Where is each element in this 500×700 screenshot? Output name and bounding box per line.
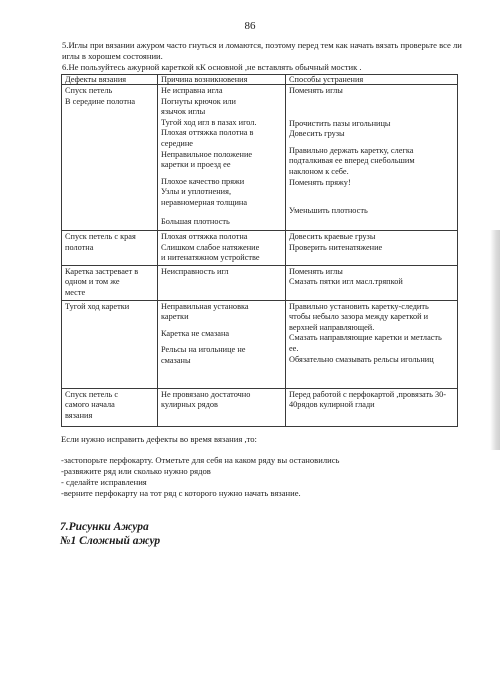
cell-line: Спуск петель bbox=[65, 86, 113, 95]
cell-line: месте bbox=[65, 287, 86, 297]
cell-line: Перед работой с перфокартой ,провязать 30- bbox=[289, 389, 447, 399]
defects-table bbox=[61, 74, 458, 427]
cell-line: Обязательно смазывать рельсы игольниц bbox=[289, 354, 434, 364]
cell-line: вязания bbox=[65, 410, 93, 420]
cell-line: Правильно держать каретку, слегка bbox=[289, 145, 414, 155]
defect-cell bbox=[62, 300, 158, 388]
cell-line: Рельсы на игольнице не bbox=[161, 345, 246, 355]
repair-step: -верните перфокарту на тот ряд с которого нужно начать вязание. bbox=[61, 488, 301, 498]
cell-line: Спуск петель с bbox=[65, 389, 119, 399]
intro-note-5: 5.Иглы при вязании ажуром часто гнуться и ломаются, поэтому перед тем как начать вязать проверьте все ли иглы в хорошем состоянии. bbox=[62, 40, 462, 61]
cell-line: Смазать пятки игл масл.тряпкой bbox=[289, 277, 403, 287]
cause-cell bbox=[158, 265, 286, 300]
cell-line: Не исправна игла bbox=[161, 86, 223, 95]
repair-step: - сделайте исправления bbox=[61, 477, 147, 487]
cell-line: Узлы и уплотнения, bbox=[161, 187, 232, 197]
section-title: 7.Рисунки Ажура bbox=[60, 521, 149, 533]
intro-notes bbox=[62, 40, 462, 73]
defect-cell bbox=[62, 231, 158, 266]
section-subtitle: №1 Сложный ажур bbox=[60, 535, 161, 547]
cell-line: чтобы небыло зазора между кареткой и bbox=[289, 312, 429, 322]
repair-lead: Если нужно исправить дефекты во время вязания ,то: bbox=[61, 434, 257, 444]
cause-cell bbox=[158, 85, 286, 231]
cell-line: Поменять пряжу! bbox=[289, 177, 351, 187]
cell-line: кулирных рядов bbox=[161, 400, 218, 410]
repair-step: -застопорьте перфокарту. Отметьте для себя на каком ряду вы остановились bbox=[61, 455, 340, 465]
cell-line: Правильно установить каретку-следить bbox=[289, 301, 429, 311]
section-heading bbox=[60, 520, 160, 548]
cell-line: одном и том же bbox=[65, 277, 120, 287]
cell-line: Неисправность игл bbox=[161, 266, 229, 276]
page-number: 86 bbox=[244, 20, 256, 32]
cell-line: ее. bbox=[289, 343, 299, 353]
cell-line: Плохое качество пряжи bbox=[161, 176, 245, 186]
cell-line: В середине полотна bbox=[65, 96, 136, 106]
cell-line: Слишком слабое натяжение bbox=[161, 242, 260, 252]
intro-note-6: 6.Не пользуйтесь ажурной кареткой кК основной ,не вставлять обычный мостик . bbox=[62, 62, 362, 72]
cell-line: Неправильная установка bbox=[161, 301, 249, 311]
scan-edge-shadow bbox=[490, 230, 500, 450]
cell-line: Неправильное положение bbox=[161, 149, 253, 159]
cell-line: и нитенатяжном устройстве bbox=[161, 253, 260, 263]
remedy-cell bbox=[286, 231, 458, 266]
cell-line: Не провязано достаточно bbox=[161, 389, 251, 399]
cell-line: Тугой ход каретки bbox=[65, 301, 130, 311]
cell-line: Каретка не смазана bbox=[161, 328, 230, 338]
cause-cell bbox=[158, 388, 286, 426]
cell-line: Смазать направляющие каретки и метласть bbox=[289, 333, 442, 343]
repair-step: -развяжите ряд или сколько нужно рядов bbox=[61, 466, 211, 476]
cell-line: неравномерная толщина bbox=[161, 197, 248, 207]
table-row bbox=[62, 388, 458, 426]
cell-line: Большая плотность bbox=[161, 216, 230, 226]
remedy-cell bbox=[286, 85, 458, 231]
table-row bbox=[62, 85, 458, 231]
remedy-cell bbox=[286, 300, 458, 388]
cell-line: Спуск петель с края bbox=[65, 232, 136, 241]
header-remedies: Способы устранения bbox=[286, 75, 458, 85]
cell-line: язычок иглы bbox=[161, 107, 206, 117]
cell-line: 40рядов кулирной глади bbox=[289, 400, 375, 410]
cell-line: каретки bbox=[161, 312, 189, 322]
cell-line: каретки и проезд ее bbox=[161, 160, 231, 170]
cell-line: наклоном к себе. bbox=[289, 166, 349, 176]
cell-line: верхней направляющей. bbox=[289, 322, 375, 332]
defect-cell bbox=[62, 85, 158, 231]
header-causes: Причина возникновения bbox=[158, 75, 286, 85]
cell-line: Погнуты крючок или bbox=[161, 96, 236, 106]
cell-line: Поменять иглы bbox=[289, 266, 343, 276]
cell-line: Поменять иглы bbox=[289, 86, 343, 95]
cell-line: Проверить нитенатяжение bbox=[289, 242, 383, 252]
cell-line: подталкивая ее вперед снебольшим bbox=[289, 156, 415, 166]
table-row bbox=[62, 300, 458, 388]
cell-line: Каретка застревает в bbox=[65, 266, 139, 276]
cell-line: полотна bbox=[65, 242, 94, 252]
cell-line: Довесить грузы bbox=[289, 129, 345, 139]
cell-line: смазаны bbox=[161, 355, 191, 365]
cell-line: Уменьшить плотность bbox=[289, 206, 368, 216]
cell-line: самого начала bbox=[65, 400, 115, 410]
defect-cell bbox=[62, 388, 158, 426]
table-row bbox=[62, 231, 458, 266]
remedy-cell bbox=[286, 265, 458, 300]
cell-line: Тугой ход игл в пазах игол. bbox=[161, 117, 257, 127]
repair-instructions bbox=[61, 434, 461, 499]
cause-cell bbox=[158, 300, 286, 388]
cell-line: Плохая оттяжка полотна bbox=[161, 232, 248, 241]
table-header-row bbox=[62, 75, 458, 85]
remedy-cell bbox=[286, 388, 458, 426]
cell-line: Довесить краевые грузы bbox=[289, 232, 376, 241]
header-defects: Дефекты вязания bbox=[62, 75, 158, 85]
cell-line: середине bbox=[161, 138, 193, 148]
cell-line: Плохая оттяжка полотна в bbox=[161, 128, 254, 138]
table-row bbox=[62, 265, 458, 300]
cell-line: Прочистить пазы игольницы bbox=[289, 118, 391, 128]
cause-cell bbox=[158, 231, 286, 266]
defect-cell bbox=[62, 265, 158, 300]
